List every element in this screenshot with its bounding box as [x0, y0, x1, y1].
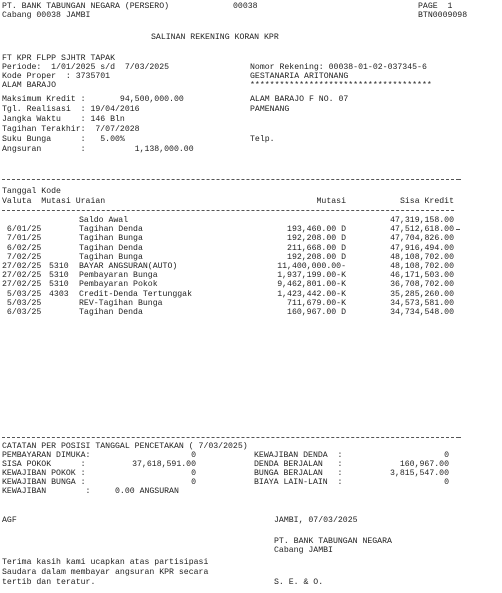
- tgl-realisasi: Tgl. Realisasi : 19/04/2016: [2, 105, 140, 114]
- document-title: SALINAN REKENING KORAN KPR: [151, 33, 279, 42]
- kode-proper: Kode Proper : 3735701: [2, 72, 111, 81]
- periode: Periode: 1/01/2025 s/d 7/03/2025: [2, 63, 170, 72]
- row-sisa-kredit: 48,108,702.00: [390, 252, 454, 262]
- row-mutasi: 711,679.00-K: [287, 298, 346, 308]
- row-description: Pembayaran Bunga: [79, 271, 158, 281]
- summary-top-rule: [2, 437, 454, 438]
- summary-label: PEMBAYARAN DIMUKA:: [2, 451, 91, 460]
- summary-label: DENDA BERJALAN :: [254, 460, 343, 469]
- header-sisa-kredit: Sisa Kredit: [399, 197, 454, 206]
- tagihan-terakhir: Tagihan Terakhir: 7/07/2028: [2, 125, 140, 134]
- row-description: Tagihan Bunga: [79, 234, 143, 244]
- row-date: 6/03/25: [2, 308, 42, 317]
- branch-name: Cabang 00038 JAMBI: [2, 11, 91, 20]
- row-mutasi: 11,400,000.00-: [277, 262, 346, 271]
- row-description: Tagihan Denda: [79, 308, 143, 317]
- summary-label: KEWAJIBAN DENDA :: [254, 451, 343, 460]
- row-sisa-kredit: 36,708,702.00: [390, 280, 454, 290]
- row-sisa-kredit: 47,704,826.00: [390, 234, 454, 244]
- branch-code: 00038: [233, 2, 258, 11]
- footer-bank-name: PT. BANK TABUNGAN NEGARA: [274, 537, 392, 546]
- angsuran: Angsuran : 1,138,000.00: [2, 145, 194, 154]
- row-mutasi: 1,937,199.00-K: [277, 271, 346, 281]
- summary-label: SISA POKOK :: [2, 460, 86, 469]
- row-mutasi: 192,208.00 D: [287, 234, 346, 244]
- row-mutasi: 9,462,801.00-K: [277, 280, 346, 290]
- row-sisa-kredit: 48,108,702.00: [390, 262, 454, 271]
- thanks-line-3: tertib dan teratur.: [2, 578, 96, 587]
- nomor-rekening: Nomor Rekening: 00038-01-02-037345-6: [250, 63, 427, 72]
- place-date: JAMBI, 07/03/2025: [274, 516, 358, 525]
- summary-value: 0: [444, 451, 449, 460]
- telephone: Telp.: [250, 135, 275, 144]
- summary-value: 0: [191, 451, 196, 460]
- table-top-rule: [2, 179, 454, 180]
- summary-value: 160,967.00: [399, 460, 449, 469]
- summary-value: 3,815,547.00: [390, 469, 449, 478]
- row-description: BAYAR ANGSURAN(AUTO): [79, 262, 178, 271]
- table-header-line2: Valuta Mutasi Uraian: [2, 197, 106, 206]
- suku-bunga: Suku Bunga : 5.00%: [2, 135, 125, 144]
- row-sisa-kredit: 47,512,618.00: [390, 225, 454, 235]
- summary-value: 37,618,591.00: [132, 460, 196, 469]
- table-header-line1: Tanggal Kode: [2, 187, 61, 196]
- summary-label: KEWAJIBAN BUNGA :: [2, 478, 86, 487]
- customer-name: GESTANARIA ARITONANG: [250, 72, 349, 81]
- row-mutasi: 1,423,442.00-K: [277, 289, 346, 299]
- row-description: Tagihan Denda: [79, 225, 143, 235]
- row-mutasi: 160,967.00 D: [287, 308, 346, 317]
- row-sisa-kredit: 35,285,260.00: [390, 289, 454, 299]
- row-date: 5/03/25: [2, 289, 42, 299]
- row-mutasi: 193,460.00 D: [287, 225, 346, 235]
- row-code: 5310: [49, 271, 69, 281]
- row-description: Saldo Awal: [79, 216, 129, 225]
- row-sisa-kredit: 47,916,494.00: [390, 243, 454, 253]
- maksimum-kredit: Maksimum Kredit : 94,500,000.00: [2, 95, 184, 104]
- row-sisa-kredit: 34,734,548.00: [390, 308, 454, 317]
- product-name: FT KPR FLPP SJHTR TAPAK: [2, 54, 116, 63]
- row-code: 5310: [49, 262, 69, 271]
- summary-label: BUNGA BERJALAN :: [254, 469, 343, 478]
- summary-label: KEWAJIBAN : 0.00 ANGSURAN: [2, 487, 179, 496]
- row-sisa-kredit: 46,171,503.00: [390, 271, 454, 281]
- footer-branch: Cabang JAMBI: [274, 546, 333, 555]
- summary-label: KEWAJIBAN POKOK :: [2, 469, 86, 478]
- row-mutasi: 192,208.00 D: [287, 252, 346, 262]
- row-mutasi: 211,668.00 D: [287, 243, 346, 253]
- summary-label: BIAYA LAIN-LAIN :: [254, 478, 343, 487]
- row-sisa-kredit: 34,573,581.00: [390, 298, 454, 308]
- row-date: 6/01/25: [2, 225, 42, 235]
- seo-note: S. E. & O.: [274, 578, 324, 587]
- summary-title: CATATAN PER POSISI TANGGAL PENCETAKAN ( 7/03/2025): [2, 442, 248, 451]
- row-date: 27/02/25: [2, 262, 42, 271]
- row-description: Credit-Denda Tertunggak: [79, 289, 193, 299]
- page-number: PAGE 1: [418, 2, 453, 11]
- address-line-2: PAMENANG: [250, 105, 290, 114]
- row-sisa-kredit: 47,319,158.00: [390, 216, 454, 225]
- bank-name: PT. BANK TABUNGAN NEGARA (PERSERO): [2, 2, 170, 11]
- thanks-line-2: Saudara dalam membayar angsuran KPR secara: [2, 568, 209, 577]
- star-separator: *************************************: [250, 81, 432, 90]
- row-description: Tagihan Bunga: [79, 252, 143, 262]
- row-date: 27/02/25: [2, 271, 42, 281]
- row-date: 6/02/25: [2, 243, 42, 253]
- row-code: 5310: [49, 280, 69, 290]
- row-date: 5/03/25: [2, 298, 42, 308]
- row-code: 4303: [49, 289, 69, 299]
- summary-value: 0: [444, 478, 449, 487]
- jangka-waktu: Jangka Waktu : 146 Bln: [2, 115, 125, 124]
- address-line-1: ALAM BARAJO F NO. 07: [250, 95, 349, 104]
- row-date: 27/02/25: [2, 280, 42, 290]
- document-number: BTN0009098: [418, 11, 468, 20]
- summary-value: 0: [191, 469, 196, 478]
- thanks-line-1: Terima kasih kami ucapkan atas partisipasi: [2, 558, 209, 567]
- header-mutasi: Mutasi: [316, 197, 346, 206]
- row-date: 7/02/25: [2, 252, 42, 262]
- agf-label: AGF: [2, 516, 17, 525]
- row-date: 7/01/25: [2, 234, 42, 244]
- row-description: REV-Tagihan Bunga: [79, 298, 163, 308]
- row-description: Pembayaran Pokok: [79, 280, 158, 290]
- table-header-rule: [2, 210, 454, 211]
- alam-label: ALAM BARAJO: [2, 81, 57, 90]
- row-description: Tagihan Denda: [79, 243, 143, 253]
- summary-value: 0: [191, 478, 196, 487]
